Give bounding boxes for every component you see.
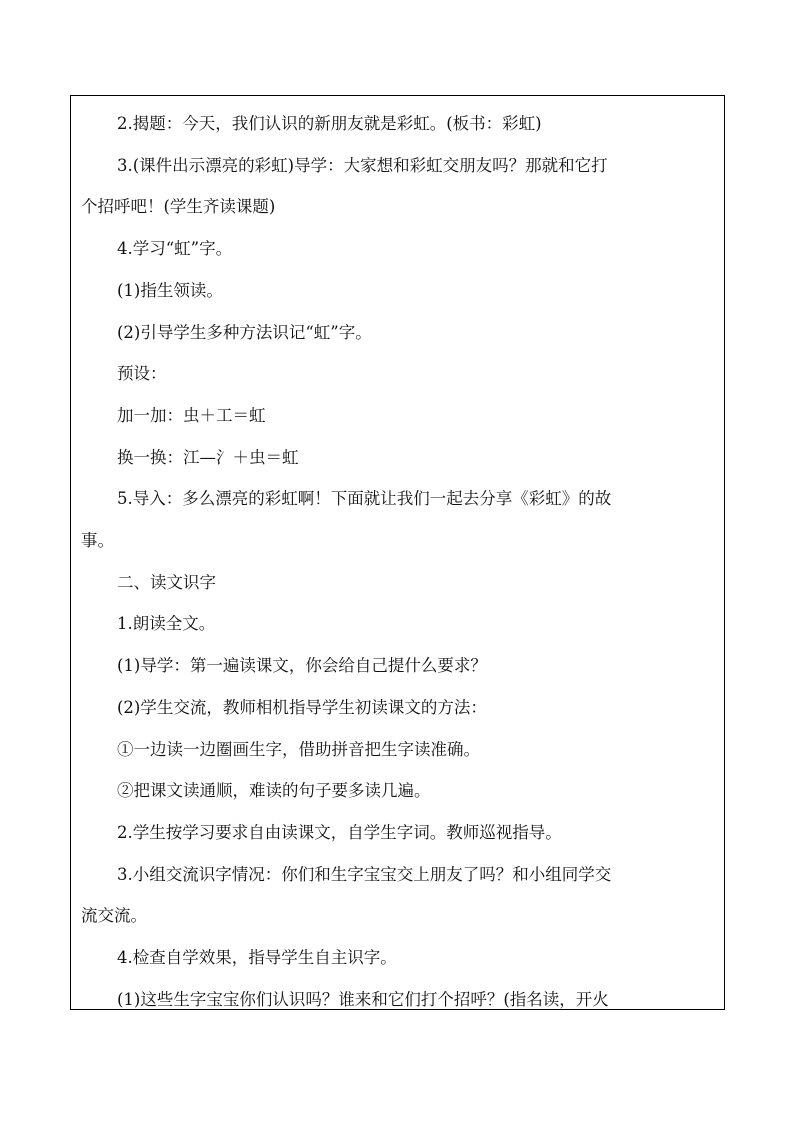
text-line: (2)学生交流，教师相机指导学生初读课文的方法： (117, 697, 487, 717)
lesson-content (81, 103, 718, 1010)
text-line: 4.学习“虹”字。 (117, 239, 233, 259)
text-line: (2)引导学生多种方法识记“虹”字。 (117, 322, 372, 342)
text-line: 3.小组交流识字情况：你们和生字宝宝交上朋友了吗？和小组同学交 (117, 864, 612, 884)
text-line: ②把课文读通顺，难读的句子要多读几遍。 (117, 781, 431, 801)
text-line: 2.学生按学习要求自由读课文，自学生字词。教师巡视指导。 (117, 822, 562, 842)
text-line: (1)导学：第一遍读课文，你会给自己提什么要求？ (117, 656, 487, 676)
text-line: 4.检查自学效果，指导学生自主识字。 (117, 948, 397, 968)
text-line: 2.揭题：今天，我们认识的新朋友就是彩虹。(板书：彩虹) (117, 114, 542, 133)
text-line: 换一换：江—氵＋虫＝虹 (117, 447, 299, 467)
text-line: 事。 (81, 531, 114, 551)
text-line: (1)指生领读。 (117, 280, 223, 300)
section-heading: 二、读文识字 (117, 572, 216, 592)
text-line: 流交流。 (81, 906, 147, 926)
text-line: 个招呼吧！(学生齐读课题) (81, 197, 276, 217)
text-line: 预设： (117, 364, 167, 384)
text-line: (1)这些生字宝宝你们认识吗？谁来和它们打个招呼？(指名读，开火 (117, 989, 609, 1009)
text-line: 3.(课件出示漂亮的彩虹)导学：大家想和彩虹交朋友吗？那就和它打 (117, 155, 608, 175)
text-line: ①一边读一边圈画生字，借助拼音把生字读准确。 (117, 739, 480, 759)
text-line: 加一加：虫＋工＝虹 (117, 405, 266, 425)
text-line: 5.导入：多么漂亮的彩虹啊！下面就让我们一起去分享《彩虹》的故 (117, 489, 612, 509)
text-line: 1.朗读全文。 (117, 614, 216, 634)
lesson-table-cell (70, 95, 725, 1010)
